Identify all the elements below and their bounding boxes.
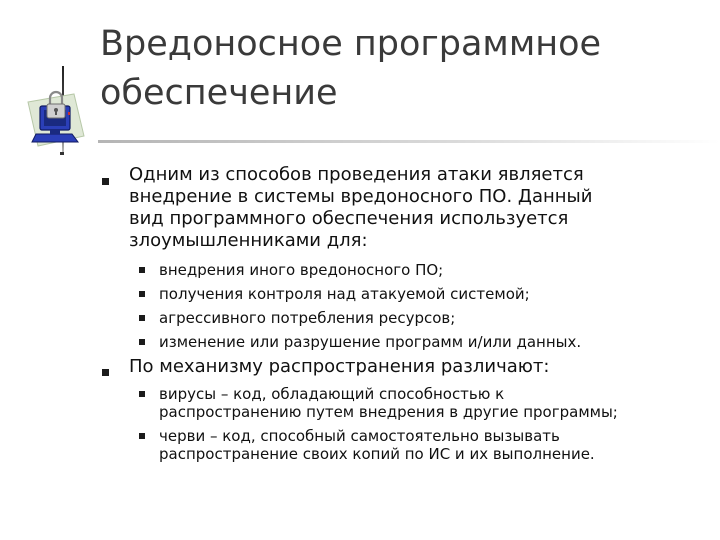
sub-bullet-text: получения контроля над атакуемой системой;	[159, 285, 530, 303]
text-line: По механизму распространения различают:	[129, 356, 550, 377]
bullet-text	[129, 356, 699, 378]
title-underline	[98, 140, 720, 143]
text-line: распространению путем внедрения в другие программы;	[159, 403, 618, 421]
text-line: внедрение в системы вредоносного ПО. Данный	[129, 186, 593, 207]
sub-bullet-marker	[139, 339, 145, 345]
text-line: распространение своих копий по ИС и их выполнение.	[159, 445, 595, 463]
text-line: Одним из способов проведения атаки является	[129, 164, 584, 185]
sub-bullet-marker	[139, 391, 145, 397]
page-title	[100, 20, 700, 118]
sub-bullet-marker	[139, 433, 145, 439]
sub-bullet-text	[159, 385, 709, 421]
sub-bullet-text: внедрения иного вредоносного ПО;	[159, 261, 444, 279]
bullet-text	[129, 164, 699, 252]
sub-bullet-marker	[139, 291, 145, 297]
title-line-1: Вредоносное программное	[100, 24, 602, 64]
bullet-marker	[102, 369, 109, 376]
sub-bullet-text: агрессивного потребления ресурсов;	[159, 309, 456, 327]
bullet-marker	[102, 178, 109, 185]
text-line: вирусы – код, обладающий способностью к	[159, 385, 505, 403]
sub-bullet-text	[159, 427, 709, 463]
text-line: злоумышленниками для:	[129, 230, 368, 251]
sub-bullet-text: изменение или разрушение программ и/или данных.	[159, 333, 582, 351]
text-line: черви – код, способный самостоятельно вызывать	[159, 427, 560, 445]
text-line: вид программного обеспечения используется	[129, 208, 569, 229]
sub-bullet-marker	[139, 267, 145, 273]
title-line-2: обеспечение	[100, 73, 338, 113]
computer-lock-icon	[24, 84, 88, 154]
sub-bullet-marker	[139, 315, 145, 321]
